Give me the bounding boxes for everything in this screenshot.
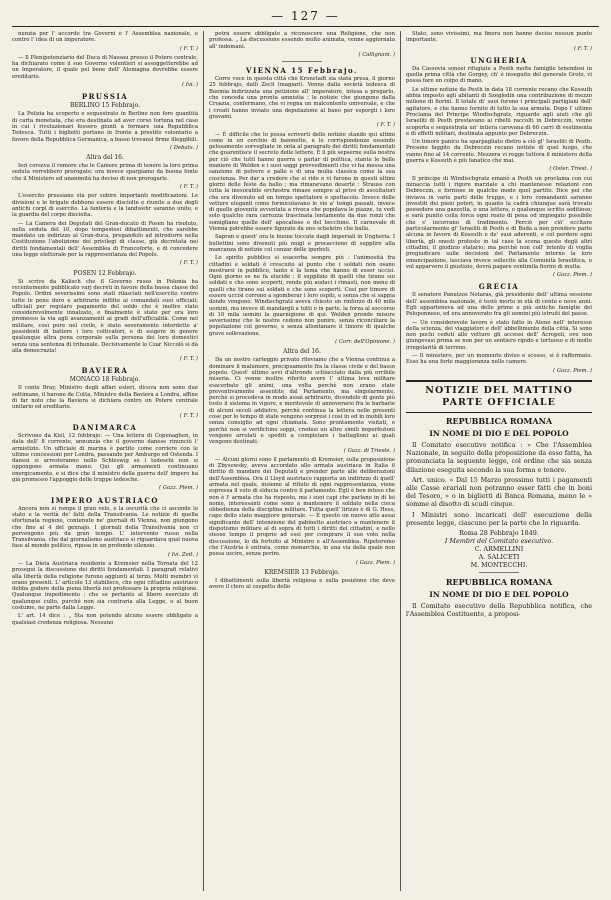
article-text: Da un nostro carteggio privato rileviamo che a Vienna continua a dominare il malumore, precipuamente fra la classe civile e del basso popolo. Quest' ultimo avvi d'altronde schiacciato dalla più orribile miseria. Ci venne inoltre riferito avere l' ultima leva militare esacerbato gli animi, una volta perchè non erano state preventivamente assentite dal Parlamento, ma singolarmente, perchè si procedeva in modo assai arbitrario, dicendolo di gente più tosto il sistema in vigore, e meritevole di annoverarsi fra le barbarie di alcuni secoli addietro, perchè continua la lettera nelle presenti cose per lo tempo di state vengono sorpresi i cosi in ed in mobili loro senza consiglio ad ogni chiamata. Sono prontamente visitati, e perchè non si verifichino soppi, credesi un altre simili imperfezioni vengono arrolati e spediti a completare i battaglioni ai quali vengono destinati.	[209, 357, 395, 446]
article-source: ( Debats. )	[170, 144, 198, 151]
dateline-vienna: VIENNA 15 Febbrajo.	[246, 66, 358, 76]
article-text: Ancora non si rompe il gran velo, e la oscurità che ci asconde lo stato e la verità de' fatti della Transilvania. Le notizie di quella sfortunata regione, contenute ne' giornali di Vienna, non giungono che fino al 4 del gennajo. I giornali della Transilvania non ci pervengono più da gran tempo. L' intervento russo nella Transilvania, che dal giornalismo austriaco si riguardava qual nuova fase al mondo politico, riposa in un profondo silenzio.	[12, 505, 198, 550]
article-source: ( F. T. )	[179, 45, 198, 52]
decree-text: Il Comitato esecutivo della Repubblica notifica, che l'Assemblea Costituente, a proposi-	[406, 601, 592, 619]
official-notice-header	[406, 380, 592, 413]
column-separator	[203, 31, 204, 891]
section-heading-impero: IMPERO AUSTRIACO	[51, 495, 159, 505]
signature: M. MONTECCHI.	[470, 560, 528, 569]
section-heading-danimarca: DANIMARCA	[72, 422, 138, 432]
article-text: Lo spirito pubblico si esacerba sempre più : l'animosità fra cittadini e soldati è cresciuto al punto che i soldati non osano mostrarsi in pubblico, tanto è la tema che hanno di esser uccisi. Ogni giorno se ne fa elucide ; il supplizio di quelli che tirano sui soldati e che sono scoperti, rende più audaci i rimasti, non meno di quelli che tirano sui soldati e che sono scoperti. Così per timore di essere uccisi corrono a sgomberar i loro ospiti, e senza che si sappia dondo vengono. Windischgratz aveva chiesto un rinforzo di 40 mila uomini, ma invece di mandargli a tutti o in parte, la forza al soccorso di 10 mila uomini la guarnigione di qui. Welden prende misure severissime che le nostre cedono non punire, senza riconciliare la popolazione col governo, e senza allontanare il timore di qualche grave sollevazione.	[209, 255, 395, 337]
section-heading-prussia: PRUSSIA	[81, 92, 129, 102]
article-source: ( Gazz. di Trieste. )	[343, 447, 395, 454]
article-text: Un timore panico ha sparpagliato dietro a ciò gl' Israeliti di Pesth. Presono faggito da Debreczin recano notizie di quel luogo, che vanno fino al 14 corrente. Mezzera vi regge tuttora il ministero della guerra e Kossuth è più fanatico che mai.	[406, 139, 592, 165]
article-source: ( Ivi. )	[182, 82, 198, 89]
signature: C. ARMELLINI	[474, 544, 524, 553]
header-rule	[12, 26, 599, 27]
article-source: ( Gazz. Piem. )	[553, 367, 592, 374]
article-text: L' art. 14 dice : „ Sta non potendo alcuno essere obbligato a qualsiasi credenza religiosa. Nessuno	[12, 613, 198, 626]
article-text: L'esercito prussiano sta per subire importanti modificazioni. Le divisioni e le brigate debbono essere disciolte e riunite a due degli antichi corpi di esercito. La fanteria e la landwehr saranno unite, e la guardia del corpo disciolta.	[12, 193, 198, 219]
article-source: ( F. T. )	[179, 356, 198, 363]
article-source: ( F. T. )	[179, 412, 198, 419]
column-2	[209, 31, 395, 891]
dateline-altra: Altra del 16.	[283, 348, 321, 356]
section-heading-ungheria: UNGHERIA	[470, 55, 528, 65]
article-source: ( Gazz. Piem. )	[159, 485, 198, 492]
article-text: Sapran e quest' ora le buone toccate dagli imperiali in Ungheria. I bullettini sono divenuti più mogi e procaccieno di supplire alla mancanza di notizie col conzar delle iperboli.	[209, 234, 395, 253]
article-text: — Il Plenipotenziario del Duca di Nassau presso il Potere centrale, ha dichiarato come il suo Governo volentieri si assoggetterebbe ad un Imperatore, il quale pel bene dell' Alemagna dovrebbe essere ereditario.	[12, 54, 198, 80]
dateline-monaco: MONACO 18 Febbrajo.	[69, 376, 141, 384]
section-heading-baviera: BAVIERA	[81, 366, 129, 376]
decree-invocation: IN NOME DI DIO E DEL POPOLO	[429, 428, 569, 438]
decree-article: Art. unico. » Dal 15 Marzo prossimo tutti i pagamenti alle Casse erariali non potranno esser fatti che in boni del Tesoro, » o in biglietti di Banca Romana, meno le » somme al disotto di scudi cinque.	[406, 475, 592, 509]
article-source: ( F. T. )	[179, 260, 198, 267]
dateline-berlino: BERLINO 15 Febbrajo.	[69, 102, 141, 110]
article-text: — Alcuni giorni sono il parlamento di Kremsier, sulla proposizione di Zbysewsky, aveva accordato allo armata austriaca in Italia il diritto di mandare dei Deputati e prender parte alle deliberazioni dell'Assemblea. Ora il Lloyd austriaco rapporta un indirizzo di quell' armata nel quale, insieme al rifiuto di ogni rappresentanza, viene espressa il voto di slducia contro il parlamento. Egli è ben inteso che non è l' armata che ha risposto, ma i suoi capi che parlano in di lei nome, interessanti come sono a mantenere il soldato nella cieca obbedienza della disciplina militare. Tutta quell' lirizzo è di G. Hess, capo dello stato maggiore generale. — È questo un nuovo atto assai significante dell' intenzione del gabinetto austriaco a mantenere il dispotismo militare al di sopra di tutti i diritti dei cittadini, e nello stesso tempo il proprio ad essi per comprare il suo voto nella discussione, lo dà fortuito al Ministro e all'Assemblea. Ripeteremo che l'Austria è entrata, come monarchia, in una via dalla quale non possa uscire, senza perire.	[209, 456, 395, 558]
article-text: — È difficile che lo possa scriverti delle notizie stando qui ultimi come in un cerchio di baionette, e le corrispondenze essendo gelosamente sorvegliate in onta al paragrafo dei diritti fondamentali che guarentisce il secreto delle lettere. È il più sepserne sulla nostra per ciò che tutti hanno guerra o parlar di politica, stante le belle maniere di Welden e i suoi saggi provvedimenti che vi ha messa una sanzione di polvere e palle e di una mulia classica come la sua coscienza. Per dar a credere che si ride e vi furono in questi ultimi giorni delle feste da ballo ; ma rimanevano deserte : Strauss con tutta la inesorabile orchestra rimase sempre al privo di ascoltatori che era divenuto ad un tempo spettatore e spettacolo. Invece delle vetture eleganti come formicolavano le vie a' tempi passati, invece di quelle gioventù avventata a rivoca che popolava le piazze, tu vedi solo qualche rara carrozza trascinata lentamente da due ronzi che somigliano quelle dell' apocalisse o del becchino. Il carnevale di Vienna potrebbe essere figurato da uno scheletro che balla.	[209, 131, 395, 233]
article-text: Da Cassovia sonosi rifugiate a Pesth molte famiglie tenendosi in quella prima città che Gorgey, ch' è inseguito del generale Grotz, vi possa fare un colpo di mano.	[406, 65, 592, 85]
decree-text: Il Comitato esecutivo notifica : » Che l'Assemblea Nazionale, in seguito della proposizione da esso fatta, ha pronunciata la seguente legge, col ordine che sia senza dilazione eseguita secondo la sua forma e tenore.	[406, 440, 592, 474]
article-source: ( F. T. )	[573, 45, 592, 52]
columns	[12, 31, 599, 891]
notice-subtitle: PARTE OFFICIALE	[442, 396, 556, 408]
article-source: ( Gazz. Piem. )	[553, 272, 592, 279]
article-text: Si scrive da Kalisch che il Governo russo in Polonia ha recentemente pubblicato varj decreti in favore della bassa classe del Popolo. Ordini severissimi sono stati rilasciati nell'esercito contro tutte le pene duro e arbitrarie inflitte ai comandati suoi ufficiali; ufficiali per regolare pagamento del soldo che è inoltre stato considerevolmente innalzato, e finalmente è stato per ora loro promesso la via agli avanzamenti ai gradi dell'ufficialità. Come nel militare, così pure nel civile, è stato severamente interdetto a' possidenti di battere i loro coltivatori, e di esigere in genere qualunque altra pena corporale sulla persona dei loro domestici senza una sentenza di tribunale. Decisivamente lo Czar Niccolò si dà alla democrazia!	[12, 278, 198, 354]
column-3	[406, 31, 592, 891]
article-text: La Polizia ha scoperto e sequestrato in Berlino non fore quantità di carta monetata, che era destinata ad aver corso fortuna nel caso in cui i rivoluzionari fossero giunti a formare una Repubblica Tedesca. Tutti i biglietti portano in fronte a prestito volontario a favore della Repubblica Germanica, a basso trovansi firme illeggibili.	[12, 111, 198, 143]
article-text: potrà essere obbligato a riconoscere una Religione, che non professa. „ La discussione essendo molto animata, venne aggiornata all' indomani.	[209, 31, 395, 50]
decree-invocation: IN NOME DI DIO E DEL POPOLO	[429, 589, 569, 599]
decree-date: Roma 28 Febbrajo 1849.	[459, 528, 539, 537]
article-text: Il conte Bray, Ministro degli affari esteri, diceva non sono due settimane, il barone de Cotta, Ministro della Baviera a Londra, affine di far noto che la Baviera si dichiara contro un Potere centrale unitario ed ereditario.	[12, 385, 198, 411]
article-source: ( Ivi. Zeit. )	[168, 551, 198, 558]
article-text: Il senatore Panutzos Notaras, già presidente dell' ultima sessione dell' assemblea nazionale, è testè morto in età di cento e nove anni. Egli apparteneva ad una delle prime e più antiche famiglie del Peloponneso, ed era annoverato fra gli uomini più istruiti del paese.	[406, 292, 592, 318]
republic-heading: REPUBBLICA ROMANA	[445, 415, 553, 426]
page-number: — 127 —	[271, 9, 340, 23]
article-source: ( F. T. )	[179, 184, 198, 191]
decree-committee: I Membri del Comitato esecutivo.	[444, 536, 554, 545]
article-source: ( Callignani. )	[358, 51, 395, 58]
dateline-altra: Altra del 16.	[86, 154, 124, 162]
article-text: — Un considerevole lavoro è stato fatto in Atene nell' interesse della scienza, dei viaggiatori e dell' abbellimento della città. Si sono non pochi ceduti alle vetture gli accessi dell' Acropoli, ove non giungevasi prima se non per un sentiero ripido e tortuoso e di molte irregolarità di terreno.	[406, 319, 592, 351]
article-source: ( F. T. )	[376, 122, 395, 129]
article-source: ( Gazz. Piem. )	[356, 559, 395, 566]
divider	[479, 572, 519, 573]
republic-heading: REPUBBLICA ROMANA	[445, 576, 553, 587]
article-text: Le ultime notizie da Pesth in data 18 corrente recano che Kossuth abbia imposto agli abitanti di Szegledin una contribuzione di mezzo milione di fiorini. Il totale di' suoi furono i principali partigiani dell' agitatore, e che hanno fornito di tutto la sua armata. Dopo l' ultimo Proclama del Principe Windischgratz, riguardo agli aiuti che gli Israeliti di Pesth prestavano ai ribelli raccolti in Debreczin, venne scoperta e sequestrata un' intiera carovana di 60 carri di vestimenta e di effetti militari, destinata appunto per Debreczin.	[406, 86, 592, 137]
article-text: Stato, sono vivissimi, ma finora non hanno deciso nessun punto importante.	[406, 31, 592, 44]
decree-text: I Ministri sono incaricati dell' esecuzione della presente legge, ciascuno per la parte che lo riguarda.	[406, 510, 592, 527]
signature: A. SALICETI	[478, 552, 520, 561]
article-text: — Il ministero, per un momento diviso e scosso, si è raffermato. Esso ha una forte maggioranza nelle camere.	[406, 353, 592, 366]
article-source: ( Oster. Triest. )	[549, 166, 592, 173]
article-text: Scrivono da Kiel, 12 febbrajo: — Una lettera di Copenaghen, in data dell' 8 corrente, annunzia che il governo danese rinunciò l' armistizio. Un ufficiale di marina è partito come corriere con le ultime concessioni per Londra, passando per Amburgo ed Ostenda. I danesi si arresteranno nello Schleswig se i tedeschi non si oppongono armata mano. Quì gli armamenti continuano energicamente, e si dice che il ministro della guerra dell' impero ha già promesso l'appoggio delle truppe tedesche.	[12, 432, 198, 484]
article-text: Corre voce in questa città che Kronstadt sia stata presa, il giorno 25 febbrajo, dalli Zecli (magiari). Venne dalla società tedesca di Boemia indirizzata una petizione all' imperatore, intesa a pregarlo, che conceda una pronta amnistia : le notizie che giungono dalla Croazia, confermano, che vi regna un malcontento universale, e che i croati hanno inviato una deputazione al bano per esporgli i loro gravami.	[209, 76, 395, 120]
article-source: ( Corr. dell'Opinione. )	[335, 339, 395, 346]
article-text: — La Dieta Austriaca residente a Kremsier nella Tornata del 12 proseguì la discussione dei diritti fondamentali. I paragrafi relativi alla libertà della religione furono aggiunti al terzo. Molti membri vi erano presenti. L' articolo 13 stabilisce, che ogni cittadino austriaco debba godere della piena libertà nel professare la propria religione. Qualunque impedimento ; che se pertanto al libero esercizio di qualunque culto, purché non sia contraria alla Legge, o al buon costume, ne parte dalla Legge.	[12, 561, 198, 612]
column-1	[12, 31, 198, 891]
dateline-posen: POSEN 12 Febbrajo.	[73, 269, 137, 277]
article-text: Il principe di Windischgratz emanò a Pesth un proclama con cui minaccia tutti i rigore marziale a chi mantenesse relazioni con Debreczin, e fornisse in qualche modo quel partito. Dice poi che inviava in varie parti delle truppe, e i loro comandanti saranno investiti dei pieni poteri, in quanto la cadrà chiunque sarà trovato possedere una gazzetta, o una lettera, o qualunque scritto seditioso; e sarà punito colla forca ogni reato di pena od impiegato possibile che s' incorrano di tradimento. Perciò per ciò' eccitare particolarmente gl' Israeliti di Pesth e di Buda a non prendere parte alcuna in favore di Kossuth e de' suoi aderenti, e col perdere ogni libertà, gli onesti proteste in tal caso la scena queste degli altri cittadini, il giudizio statario; ma perchè non coll' intento di voglia pregiudicare sulle decisioni del Parlamento intorno la loro emancipazione, lasciava invece sollecito alla Comunità Israelitica, o vol apparvero il giustizio, dovrà pagare ventimila fiorini di multa.	[406, 175, 592, 270]
column-separator	[400, 31, 401, 891]
divider	[282, 61, 322, 62]
notice-title: NOTIZIE DEL MATTINO	[425, 384, 573, 396]
article-text: Ieri corseva il rumore che le Camere prima di tenere la loro prima seduta verrebbero prorogate; ora invece spargiamo da buona fonte che il Ministero ed unanimità ha deciso di non prorogarle.	[12, 163, 198, 182]
section-heading-grecia: GRECIA	[478, 282, 520, 292]
article-text: — La Camera dei Deputati del Gran-ducato di Posen ha risoluto, nella seduta del 10, dopo tempestosi dibattimenti, che sarebbe mandato un indirizzo al Gran-duca, pregandolo ad introdurre nella Costituzione l'abolizione dei privilegi di classe, già decretata nei diritti fondamentali dell' Assemblea di Francoforte, e di concedere una legge elettorale per la rappresentanza del Popolo.	[12, 220, 198, 259]
dateline-kremsier: KREMSIER 13 Febbrajo.	[264, 568, 340, 576]
article-text: I dibattimenti sulla libertà religiosa e sulla posizione che deve avere il clero al cospetto dello	[209, 577, 395, 591]
article-text: nunzia per l' accordo tra Governi e l' Assemblea nazionale, e contro l' idea di un imperatore.	[12, 31, 198, 44]
